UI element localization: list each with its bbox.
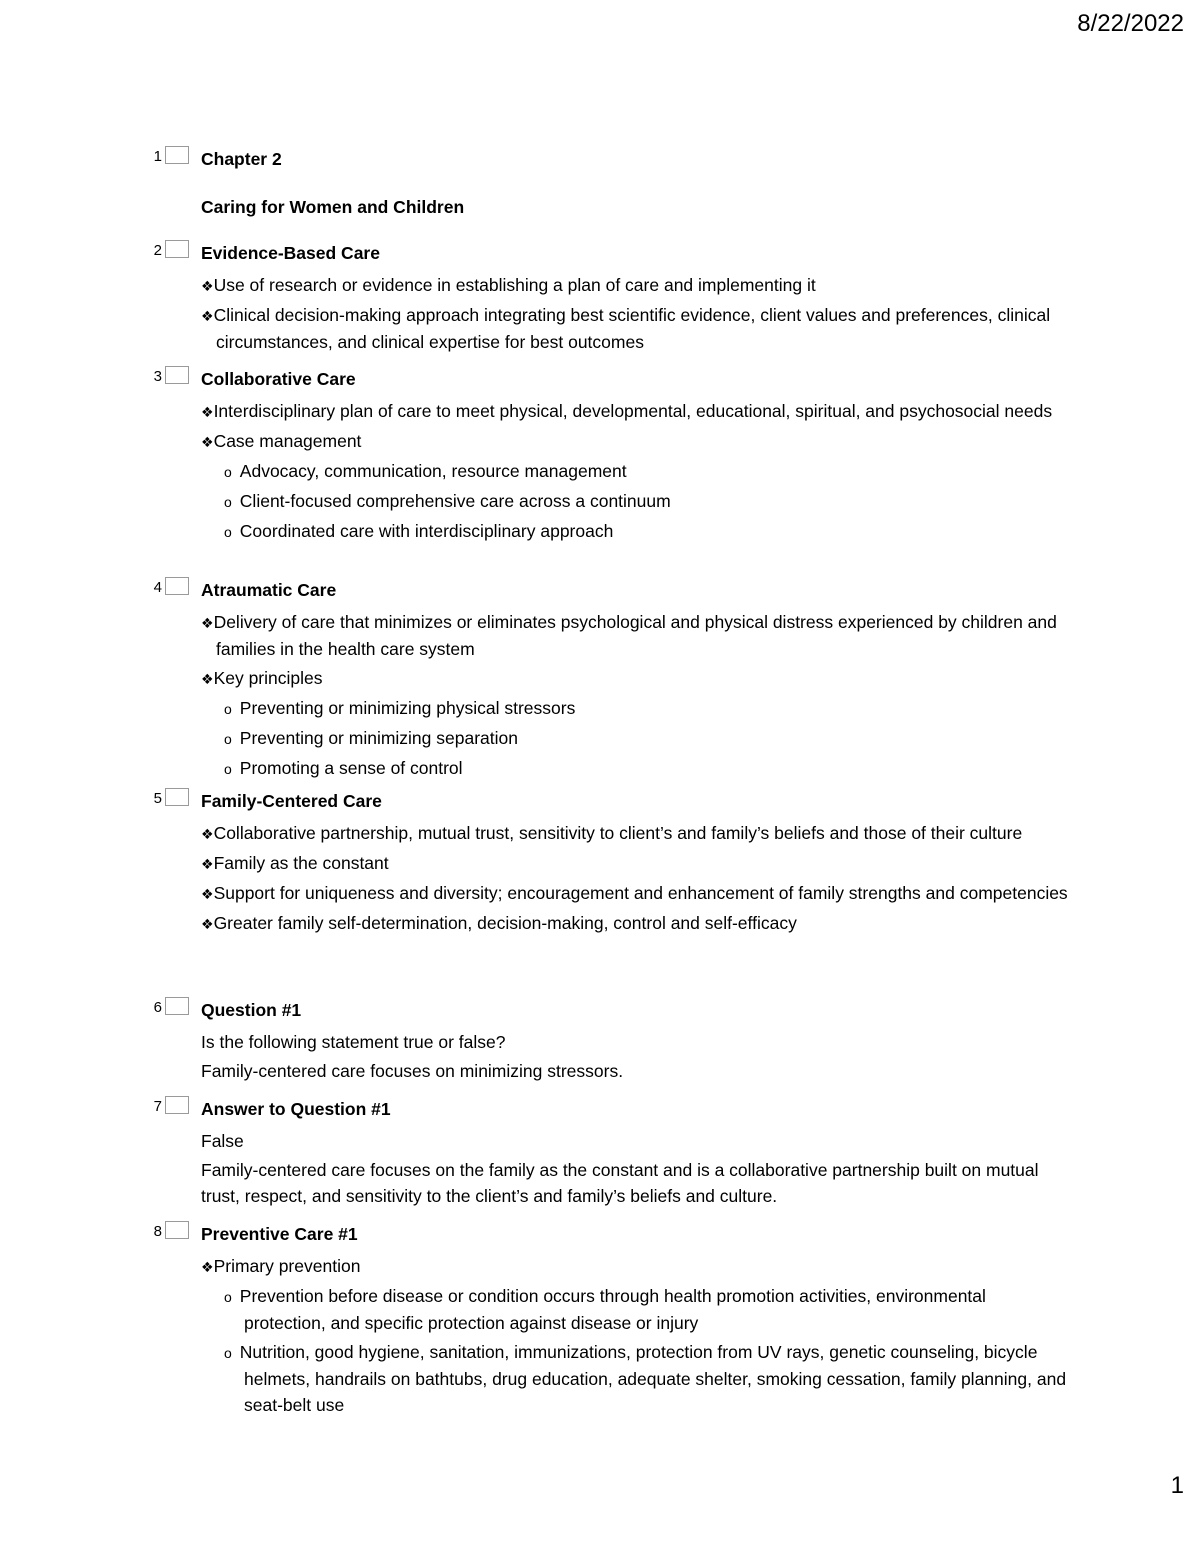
slide-number: 4	[153, 579, 162, 596]
slide-text-line: Family-centered care focuses on minimizing stressors.	[201, 1061, 624, 1081]
bullet-item: ❖Primary prevention	[201, 1256, 361, 1276]
sub-bullet-item: o Client-focused comprehensive care across a continuum	[224, 491, 671, 511]
slide-thumbnail-checkbox[interactable]	[165, 1221, 189, 1239]
sub-bullet-item: o Promoting a sense of control	[224, 758, 463, 778]
page-number: 1	[1170, 1472, 1184, 1499]
slide-thumbnail-checkbox[interactable]	[165, 366, 189, 384]
slide-1	[148, 146, 1068, 220]
slide-title: Collaborative Care	[201, 369, 356, 389]
sub-bullet-item: o Coordinated care with interdisciplinary approach	[224, 521, 614, 541]
diamond-bullet-icon: ❖	[201, 916, 214, 932]
diamond-bullet-icon: ❖	[201, 404, 214, 420]
slide-title: Answer to Question #1	[201, 1099, 391, 1119]
slide-text-line: Is the following statement true or false?	[201, 1032, 506, 1052]
slide-thumbnail-checkbox[interactable]	[165, 997, 189, 1015]
bullet-item: ❖Interdisciplinary plan of care to meet physical, developmental, educational, spiritual, and psychosocial needs	[201, 401, 1053, 421]
slide-number: 1	[153, 148, 162, 165]
circle-bullet-icon: o	[224, 701, 232, 717]
slide-5	[148, 788, 1068, 937]
sub-bullet-item: o Preventing or minimizing physical stressors	[224, 698, 576, 718]
slide-title: Question #1	[201, 1000, 302, 1020]
diamond-bullet-icon: ❖	[201, 671, 214, 687]
circle-bullet-icon: o	[224, 464, 232, 480]
slide-8	[148, 1221, 1068, 1418]
slide-2	[148, 240, 1068, 355]
slide-thumbnail-checkbox[interactable]	[165, 1096, 189, 1114]
slide-number: 8	[153, 1223, 162, 1240]
circle-bullet-icon: o	[224, 1345, 232, 1361]
slide-title: Chapter 2	[201, 149, 282, 169]
slide-7	[148, 1096, 1068, 1209]
slide-thumbnail-checkbox[interactable]	[165, 577, 189, 595]
slide-title: Preventive Care #1	[201, 1224, 358, 1244]
slide-thumbnail-checkbox[interactable]	[165, 240, 189, 258]
circle-bullet-icon: o	[224, 494, 232, 510]
bullet-item: ❖Family as the constant	[201, 853, 389, 873]
sub-bullet-item: o Advocacy, communication, resource management	[224, 461, 627, 481]
diamond-bullet-icon: ❖	[201, 1259, 214, 1275]
diamond-bullet-icon: ❖	[201, 308, 214, 324]
diamond-bullet-icon: ❖	[201, 856, 214, 872]
bullet-item: ❖Key principles	[201, 668, 323, 688]
bullet-item: ❖Greater family self-determination, decision-making, control and self-efficacy	[201, 913, 797, 933]
bullet-item: ❖Case management	[201, 431, 362, 451]
slide-title: Evidence-Based Care	[201, 243, 380, 263]
diamond-bullet-icon: ❖	[201, 886, 214, 902]
diamond-bullet-icon: ❖	[201, 615, 214, 631]
slide-number: 3	[153, 368, 162, 385]
slide-thumbnail-checkbox[interactable]	[165, 788, 189, 806]
sub-bullet-item: o Preventing or minimizing separation	[224, 728, 518, 748]
sub-bullet-item: o Prevention before disease or condition occurs through health promotion activities, environmental protection, and specific protection against disease or injury	[224, 1286, 986, 1333]
circle-bullet-icon: o	[224, 731, 232, 747]
slide-number: 6	[153, 999, 162, 1016]
circle-bullet-icon: o	[224, 524, 232, 540]
slide-number: 2	[153, 242, 162, 259]
slide-title: Family-Centered Care	[201, 791, 382, 811]
slide-4	[148, 577, 1068, 782]
slide-subtitle: Caring for Women and Children	[201, 197, 465, 217]
sub-bullet-item: o Nutrition, good hygiene, sanitation, immunizations, protection from UV rays, genetic counseling, bicycle helmets, handrails on bathtubs, drug education, adequate shelter, smoking cessation, family planning, and seat-belt use	[224, 1342, 1067, 1415]
slide-title: Atraumatic Care	[201, 580, 337, 600]
bullet-item: ❖Use of research or evidence in establishing a plan of care and implementing it	[201, 275, 816, 295]
diamond-bullet-icon: ❖	[201, 278, 214, 294]
circle-bullet-icon: o	[224, 761, 232, 777]
bullet-item: ❖Support for uniqueness and diversity; encouragement and enhancement of family strengths and competencies	[201, 883, 1068, 903]
page-date: 8/22/2022	[1077, 10, 1184, 37]
slide-thumbnail-checkbox[interactable]	[165, 146, 189, 164]
circle-bullet-icon: o	[224, 1289, 232, 1305]
bullet-item: ❖Collaborative partnership, mutual trust, sensitivity to client’s and family’s beliefs and those of their culture	[201, 823, 1023, 843]
slide-text-line: False	[201, 1131, 244, 1151]
bullet-item: ❖Delivery of care that minimizes or eliminates psychological and physical distress experienced by children and families in the health care system	[201, 612, 1057, 659]
diamond-bullet-icon: ❖	[201, 434, 214, 450]
slide-number: 7	[153, 1098, 162, 1115]
slide-3	[148, 366, 1068, 545]
slide-text-line: Family-centered care focuses on the family as the constant and is a collaborative partnership built on mutual trust, respect, and sensitivity to the client’s and family’s beliefs and culture.	[201, 1160, 1039, 1206]
bullet-item: ❖Clinical decision-making approach integrating best scientific evidence, client values and preferences, clinical circumstances, and clinical expertise for best outcomes	[201, 305, 1051, 352]
slide-6	[148, 997, 1068, 1084]
slide-number: 5	[153, 790, 162, 807]
diamond-bullet-icon: ❖	[201, 826, 214, 842]
